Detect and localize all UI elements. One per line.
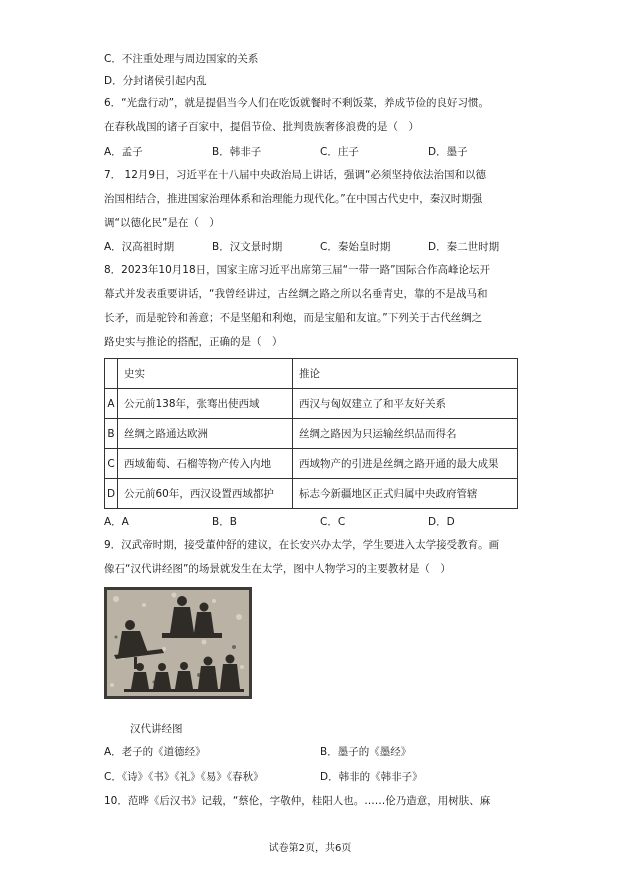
table-row-fact: 公元前60年，西汉设置西域都护 (118, 479, 293, 509)
q9-option-b: B．墨子的《墨经》 (320, 746, 412, 758)
figure-caption: 汉代讲经图 (130, 723, 183, 735)
q7-option-c: C．秦始皇时期 (320, 241, 391, 253)
stone-relief-illustration (104, 587, 252, 699)
q9-stem-2: 像石“汉代讲经图”的场景就发生在太学，图中人物学习的主要教材是（ ） (104, 563, 451, 575)
table-header-key (105, 359, 118, 389)
table-header-row (105, 359, 518, 389)
q6-option-b: B．韩非子 (212, 146, 262, 158)
table-header-inference: 推论 (293, 359, 518, 389)
q7-option-a: A．汉高祖时期 (104, 241, 175, 253)
q6-option-d: D．墨子 (428, 146, 468, 158)
q7-stem-2: 治国相结合，推进国家治理体系和治理能力现代化。”在中国古代史中，秦汉时期强 (104, 193, 483, 205)
table-row-fact: 公元前138年，张骞出使西域 (118, 389, 293, 419)
q9-option-a: A．老子的《道德经》 (104, 746, 206, 758)
page-footer: 试卷第2页，共6页 (268, 843, 352, 854)
table-row-key: B (105, 419, 118, 449)
q8-option-d: D．D (428, 516, 455, 528)
han-lecture-relief-image (104, 587, 252, 699)
q8-stem-3: 长矛，而是驼铃和善意；不是坚船和利炮，而是宝船和友谊。”下列关于古代丝绸之 (104, 312, 483, 324)
q9-option-c: C．《诗》《书》《礼》《易》《春秋》 (104, 771, 264, 783)
table-row (105, 449, 518, 479)
table-row-inference: 西域物产的引进是丝绸之路开通的最大成果 (293, 449, 518, 479)
table-row-inference: 丝绸之路因为只运输丝织品而得名 (293, 419, 518, 449)
table-row (105, 419, 518, 449)
q8-stem-2: 幕式并发表重要讲话，“我曾经讲过，古丝绸之路之所以名垂青史，靠的不是战马和 (104, 288, 488, 300)
table-row-key: D (105, 479, 118, 509)
q6-stem-2: 在春秋战国的诸子百家中，提倡节俭、批判贵族奢侈浪费的是（ ） (104, 121, 419, 133)
table-row-fact: 西域葡萄、石榴等物产传入内地 (118, 449, 293, 479)
q8-option-b: B．B (212, 516, 237, 528)
q10-stem-1: 10．范晔《后汉书》记载，“蔡伦，字敬仲，桂阳人也。……伦乃造意，用树肤、麻 (104, 795, 491, 807)
table-row-key: C (105, 449, 118, 479)
table-row-inference: 标志今新疆地区正式归属中央政府管辖 (293, 479, 518, 509)
q8-option-a: A．A (104, 516, 129, 528)
table-row-inference: 西汉与匈奴建立了和平友好关系 (293, 389, 518, 419)
table-header-fact: 史实 (118, 359, 293, 389)
q7-stem-3: 调“以德化民”是在（ ） (104, 217, 220, 229)
q5-option-d: D．分封诸侯引起内乱 (104, 75, 207, 87)
q8-table (104, 358, 518, 509)
q5-option-c: C．不注重处理与周边国家的关系 (104, 53, 259, 65)
q8-option-c: C．C (320, 516, 346, 528)
q8-stem-1: 8．2023年10月18日，国家主席习近平出席第三届“一带一路”国际合作高峰论坛开 (104, 264, 491, 276)
q6-stem-1: 6．“光盘行动”，就是提倡当今人们在吃饭就餐时不剩饭菜，养成节俭的良好习惯。 (104, 97, 490, 109)
q7-stem-1: 7． 12月9日，习近平在十八届中央政治局上讲话，强调“必须坚持依法治国和以德 (104, 169, 486, 181)
q8-stem-4: 路史实与推论的搭配，正确的是（ ） (104, 336, 283, 348)
q6-option-c: C．庄子 (320, 146, 359, 158)
q7-option-b: B．汉文景时期 (212, 241, 283, 253)
table-row-fact: 丝绸之路通达欧洲 (118, 419, 293, 449)
q9-option-d: D．韩非的《韩非子》 (320, 771, 423, 783)
table-row (105, 389, 518, 419)
table-row (105, 479, 518, 509)
q7-option-d: D．秦二世时期 (428, 241, 500, 253)
q6-option-a: A．孟子 (104, 146, 143, 158)
table-row-key: A (105, 389, 118, 419)
q9-stem-1: 9．汉武帝时期，接受董仲舒的建议，在长安兴办太学，学生要进入太学接受教育。画 (104, 539, 500, 551)
